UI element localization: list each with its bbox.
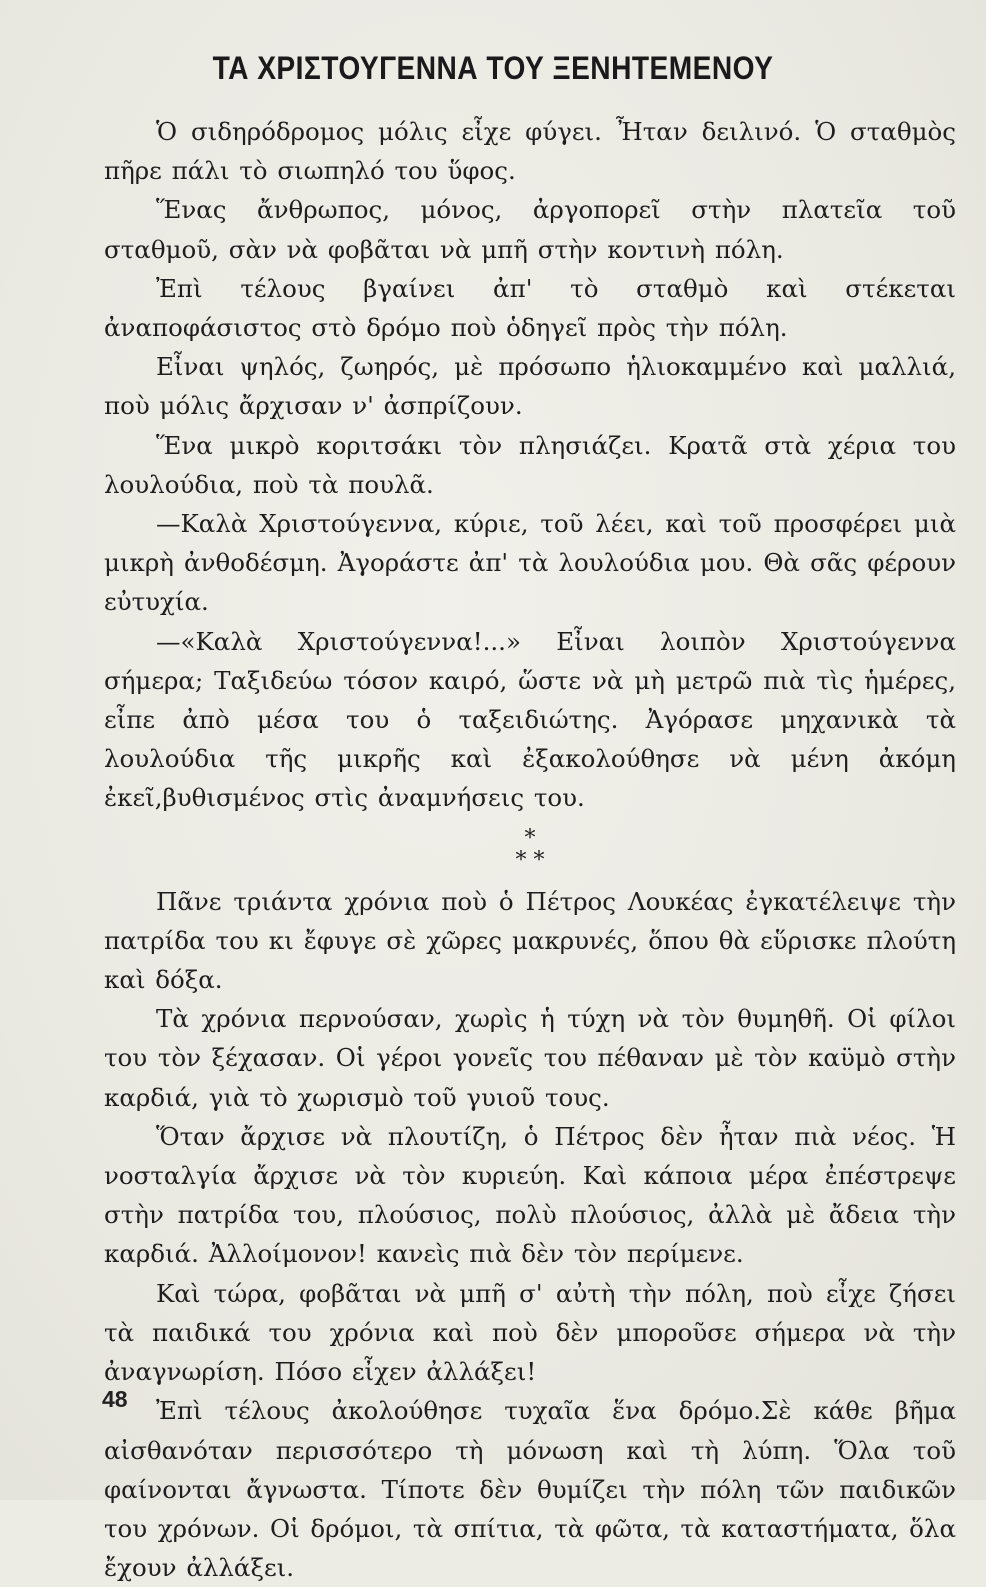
chapter-title: ΤΑ ΧΡΙΣΤΟΥΓΕΝΝΑ ΤΟΥ ΞΕΝΗΤΕΜΕΝΟΥ — [212, 50, 774, 86]
paragraph: —«Καλὰ Χριστούγεννα!...» Εἶναι λοιπὸν Χριστούγεννα σήμερα; Ταξιδεύω τόσον καιρό, ὥστε νὰ μὴ μετρῶ πιὰ τὶς ἡμέρες, εἶπε ἀπὸ μέσα του ὁ ταξειδιώτης. Ἀγόρασε μηχανικὰ τὰ λουλούδια τῆς μικρῆς καὶ ἐξακολούθησε νὰ μένη ἀκόμη ἐκεῖ,βυθισμένος στὶς ἀναμνήσεις του. — [104, 626, 956, 813]
paragraph: Καὶ τώρα, φοβᾶται νὰ μπῆ σ' αὐτὴ τὴν πόλη, ποὺ εἶχε ζήσει τὰ παιδικά του χρόνια καὶ ποὺ δὲν μποροῦσε σήμερα νὰ τὴν ἀναγνωρίση. Πόσο εἶχεν ἀλλάξει! — [104, 1278, 956, 1387]
paragraph: Εἶναι ψηλός, ζωηρός, μὲ πρόσωπο ἡλιοκαμμένο καὶ μαλλιά, ποὺ μόλις ἄρχισαν ν' ἀσπρίζουν. — [104, 352, 956, 421]
section-separator — [104, 818, 956, 882]
paragraph: Τὰ χρόνια περνούσαν, χωρὶς ἡ τύχη νὰ τὸν θυμηθῆ. Οἱ φίλοι του τὸν ξέχασαν. Οἱ γέροι γονεῖς του πέθαναν μὲ τὸν καϋμὸ στὴν καρδιά, γιὰ τὸ χωρισμὸ τοῦ γυιοῦ τους. — [104, 1004, 956, 1112]
paragraph: Ἕνα μικρὸ κοριτσάκι τὸν πλησιάζει. Κρατᾶ στὰ χέρια του λουλούδια, ποὺ τὰ πουλᾶ. — [104, 430, 956, 499]
paragraph: Ὁ σιδηρόδρομος μόλις εἶχε φύγει. Ἦταν δειλινό. Ὁ σταθμὸς πῆρε πάλι τὸ σιωπηλό του ὕφος. — [104, 117, 956, 186]
paragraph: Ἐπὶ τέλους ἀκολούθησε τυχαῖα ἕνα δρόμο.Σὲ κάθε βῆμα αἰσθανόταν περισσότερο τὴ μόνωση καὶ τὴ λύπη. Ὅλα τοῦ φαίνονται ἄγνωστα. Τίποτε δὲν θυμίζει τὴν πόλη τῶν παιδικῶν του χρόνων. Οἱ δρόμοι, τὰ σπίτια, τὰ φῶτα, τὰ καταστήματα, ὅλα ἔχουν ἀλλάξει. — [104, 1396, 956, 1583]
paragraph: Πᾶνε τριάντα χρόνια ποὺ ὁ Πέτρος Λουκέας ἐγκατέλειψε τὴν πατρίδα του κι ἔφυγε σὲ χῶρες μακρυνές, ὅπου θὰ εὕρισκε πλούτη καὶ δόξα. — [104, 886, 956, 995]
paragraph: Ἕνας ἄνθρωπος, μόνος, ἀργοπορεῖ στὴν πλατεῖα τοῦ σταθμοῦ, σὰν νὰ φοβᾶται νὰ μπῆ στὴν κοντινὴ πόλη. — [104, 195, 956, 264]
page-number: 48 — [102, 1386, 128, 1412]
body-text — [104, 112, 956, 1587]
paragraph: Ἐπὶ τέλους βγαίνει ἀπ' τὸ σταθμὸ καὶ στέκεται ἀναποφάσιστος στὸ δρόμο ποὺ ὁδηγεῖ πρὸς τὴν πόλη. — [104, 273, 956, 343]
paragraph: —Καλὰ Χριστούγεννα, κύριε, τοῦ λέει, καὶ τοῦ προσφέρει μιὰ μικρὴ ἀνθοδέσμη. Ἀγοράστε ἀπ' τὰ λουλούδια μου. Θὰ σᾶς φέρουν εὐτυχία. — [104, 509, 956, 617]
paragraph: Ὅταν ἄρχισε νὰ πλουτίζη, ὁ Πέτρος δὲν ἦταν πιὰ νέος. Ἡ νοσταλγία ἄρχισε νὰ τὸν κυριεύη. Καὶ κάποια μέρα ἐπέστρεψε στὴν πατρίδα του, πλούσιος, πολὺ πλούσιος, ἀλλὰ μὲ ἄδεια τὴν καρδιά. Ἀλλοίμονον! κανεὶς πιὰ δὲν τὸν περίμενε. — [104, 1121, 956, 1269]
separator-star-top: * — [524, 825, 536, 851]
separator-stars-bottom: * * — [515, 847, 545, 873]
